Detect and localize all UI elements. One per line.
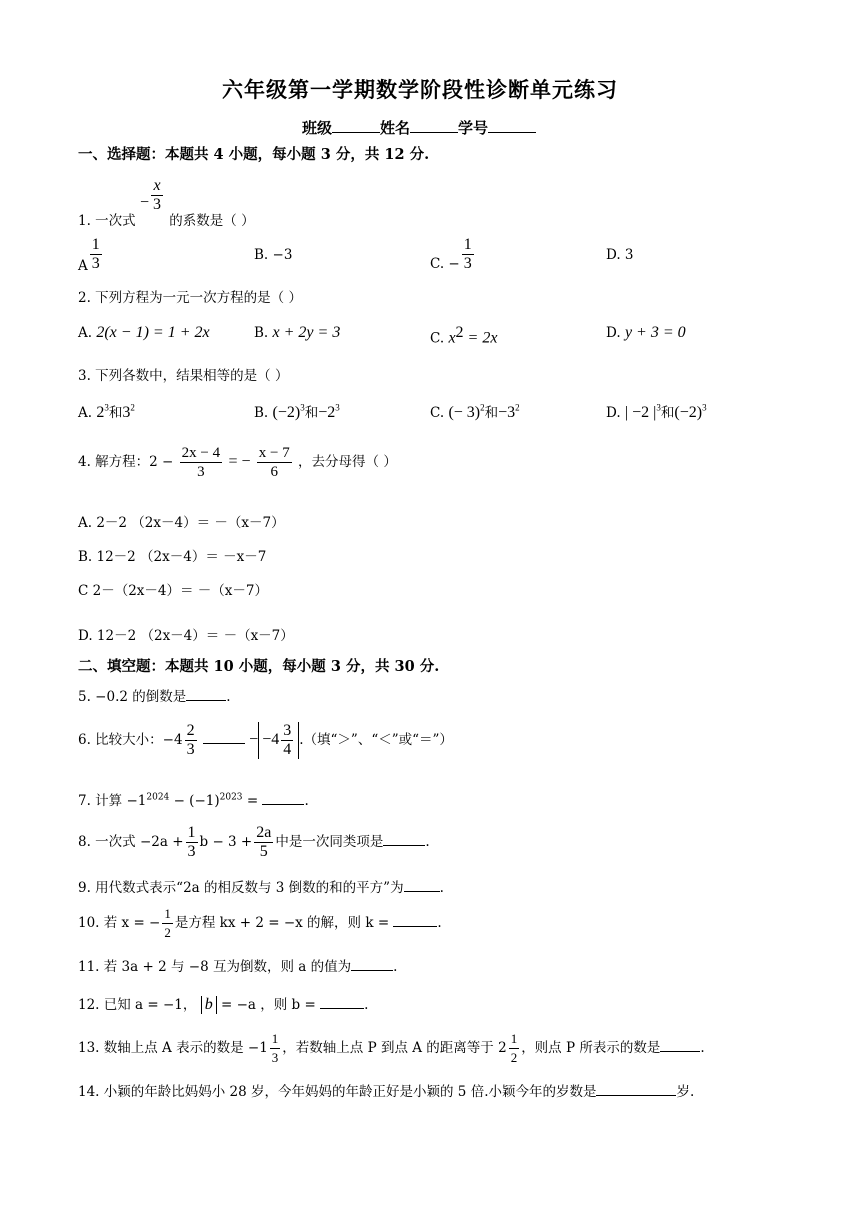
q10-answer-blank[interactable] xyxy=(393,926,437,927)
q3-option-d[interactable]: D. | −2 $|^3$和$(-2)^3$ xyxy=(606,402,707,421)
question-10: 10. 若 x = − $\frac{1}{2}$ 是方程 kx + 2 = −x 的解，则 k = . xyxy=(78,906,442,940)
q7-answer-blank[interactable] xyxy=(262,804,304,805)
section-2-heading: 二、填空题：本题共 10 小题，每小题 3 分，共 30 分. xyxy=(78,658,440,675)
q1-option-c[interactable]: C. − $\frac{1}{3}$ xyxy=(430,236,472,272)
q1-fraction: $\frac{x}{3}$ xyxy=(153,177,161,213)
q13-answer-blank[interactable] xyxy=(660,1051,700,1052)
q2-option-b[interactable]: B. x + 2y = 3 xyxy=(254,324,341,341)
student-info-line xyxy=(302,117,536,138)
question-11: 11. 若 3a + 2 与 −8 互为倒数，则 a 的值为 . xyxy=(78,959,398,975)
q2-option-d[interactable]: D. y + 3 = 0 xyxy=(606,324,686,341)
q4-option-c[interactable]: C 2－（2x－4）＝ －（x－7） xyxy=(78,583,268,599)
q4-option-d[interactable]: D. 12－2 （2x－4）＝ －（x－7） xyxy=(78,628,294,644)
q3-option-b[interactable]: B. $(-2)^3$和$-2^3$ xyxy=(254,402,340,421)
question-13: 13. 数轴上点 A 表示的数是 −1 $\frac{1}{3}$ ，若数轴上点 P 到点 A 的距离等于 2 $\frac{1}{2}$ ，则点 P 所表示的数是 . xyxy=(78,1031,705,1065)
question-5: 5. −0.2 的倒数是 . xyxy=(78,689,231,705)
page-title: 六年级第一学期数学阶段性诊断单元练习 xyxy=(222,77,618,102)
number-label: 学号 xyxy=(458,119,489,137)
class-blank[interactable] xyxy=(332,132,380,133)
question-14: 14. 小颖的年龄比妈妈小 28 岁，今年妈妈的年龄正好是小颖的 5 倍.小颖今年的岁数是 岁. xyxy=(78,1084,695,1100)
question-12: 12. 已知 a = −1， b = −a ，则 b = . xyxy=(78,996,369,1013)
section-1-heading: 一、选择题：本题共 4 小题，每小题 3 分，共 12 分. xyxy=(78,146,430,163)
name-label: 姓名 xyxy=(380,119,411,137)
q4-option-a[interactable]: A. 2－2 （2x－4）＝ －（x－7） xyxy=(78,515,285,531)
q3-option-a[interactable]: A. $2^3$和$3^2$ xyxy=(78,402,135,421)
name-blank[interactable] xyxy=(410,132,458,133)
question-1: 1. 一次式 − $\frac{x}{3}$ 的系数是（ ） xyxy=(78,177,255,229)
q11-answer-blank[interactable] xyxy=(351,970,393,971)
q1-option-d[interactable]: D. 3 xyxy=(606,247,634,263)
question-6: 6. 比较大小：−4 $\frac{2}{3}$ − −4 $\frac{3}{4}$ .（填“＞”、“＜”或“＝”） xyxy=(78,722,453,759)
q2-option-a[interactable]: A. 2(x − 1) = 1 + 2x xyxy=(78,324,210,341)
q1-option-b[interactable]: B. −3 xyxy=(254,247,293,263)
question-8: 8. 一次式 −2a + $\frac{1}{3}$ b − 3 + $\frac{2a}{5}$ 中是一次同类项是 . xyxy=(78,824,430,860)
class-label: 班级 xyxy=(302,119,333,137)
q6-answer-blank[interactable] xyxy=(203,743,245,744)
number-blank[interactable] xyxy=(488,132,536,133)
question-3: 3. 下列各数中，结果相等的是（ ） xyxy=(78,368,289,384)
question-2: 2. 下列方程为一元一次方程的是（ ） xyxy=(78,290,302,306)
q1-option-a[interactable]: A $\frac{1}{3}$ xyxy=(78,236,100,274)
question-4: 4. 解方程：2 − $\frac{2x - 4}{3}$ = − $\frac{x - 7}{6}$ ，去分母得（ ） xyxy=(78,445,397,480)
q8-answer-blank[interactable] xyxy=(383,845,425,846)
q9-answer-blank[interactable] xyxy=(404,891,440,892)
q12-answer-blank[interactable] xyxy=(320,1008,364,1009)
question-7: 7. 计算 $-1^{2024} - (-1)^{2023}$ = . xyxy=(78,792,309,809)
q3-option-c[interactable]: C. (− 3)$^2$和$-3^2$ xyxy=(430,402,520,421)
q5-answer-blank[interactable] xyxy=(186,700,226,701)
q14-answer-blank[interactable] xyxy=(596,1095,676,1096)
question-9: 9. 用代数式表示“2a 的相反数与 3 倒数的和的平方”为 . xyxy=(78,880,444,896)
q4-option-b[interactable]: B. 12－2 （2x－4）＝ －x－7 xyxy=(78,549,267,565)
q2-option-c[interactable]: C. $x^2 = 2x$ xyxy=(430,324,498,347)
